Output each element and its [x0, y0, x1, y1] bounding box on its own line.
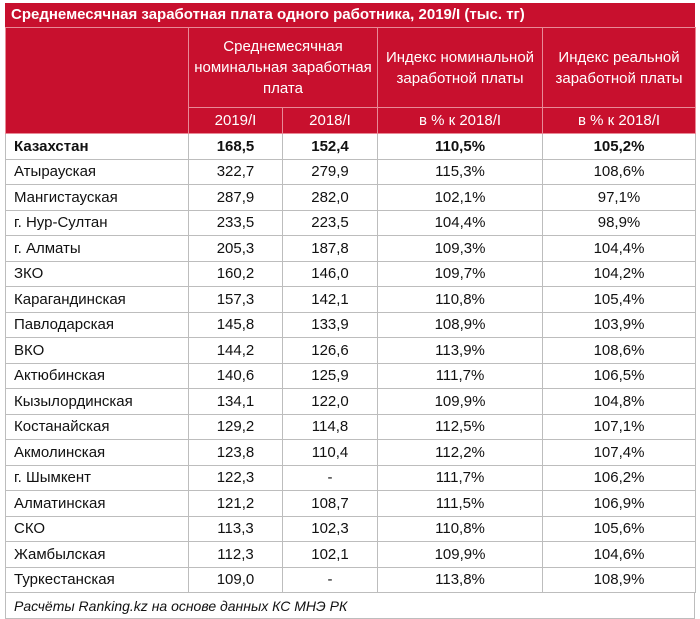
wage-2019-cell: 322,7: [189, 159, 283, 185]
wage-2019-cell: 144,2: [189, 338, 283, 364]
region-cell: г. Нур-Султан: [6, 210, 189, 236]
table-row: [6, 389, 696, 415]
col-2019-header: 2019/I: [189, 108, 283, 134]
nominal-index-cell: 109,7%: [378, 261, 543, 287]
wage-2019-cell: 233,5: [189, 210, 283, 236]
wage-2018-cell: 142,1: [283, 287, 378, 313]
nominal-wage-header: Среднемесячная номинальная заработная плата: [189, 28, 378, 108]
table-row: [6, 287, 696, 313]
wage-2019-cell: 157,3: [189, 287, 283, 313]
table-row: [6, 465, 696, 491]
real-index-cell: 108,6%: [543, 159, 696, 185]
table-row: [6, 312, 696, 338]
real-index-cell: 104,6%: [543, 542, 696, 568]
region-header-cell: [6, 28, 189, 134]
region-cell: СКО: [6, 516, 189, 542]
nominal-index-cell: 110,8%: [378, 287, 543, 313]
wage-table: [5, 27, 696, 593]
table-row: [6, 134, 696, 160]
nominal-index-cell: 115,3%: [378, 159, 543, 185]
region-cell: Актюбинская: [6, 363, 189, 389]
wage-2019-cell: 168,5: [189, 134, 283, 160]
wage-2019-cell: 121,2: [189, 491, 283, 517]
real-index-cell: 98,9%: [543, 210, 696, 236]
region-cell: Костанайская: [6, 414, 189, 440]
region-cell: ЗКО: [6, 261, 189, 287]
region-cell: Мангистауская: [6, 185, 189, 211]
region-cell: Атырауская: [6, 159, 189, 185]
wage-2019-cell: 205,3: [189, 236, 283, 262]
real-index-cell: 108,6%: [543, 338, 696, 364]
region-cell: г. Шымкент: [6, 465, 189, 491]
col-nominal-pct-header: в % к 2018/I: [378, 108, 543, 134]
wage-2018-cell: 126,6: [283, 338, 378, 364]
region-cell: Алматинская: [6, 491, 189, 517]
nominal-index-cell: 108,9%: [378, 312, 543, 338]
wage-2018-cell: 279,9: [283, 159, 378, 185]
nominal-index-cell: 109,9%: [378, 389, 543, 415]
wage-2018-cell: 152,4: [283, 134, 378, 160]
wage-2019-cell: 122,3: [189, 465, 283, 491]
nominal-index-header: Индекс номинальной заработной платы: [378, 28, 543, 108]
wage-2018-cell: 146,0: [283, 261, 378, 287]
region-cell: Туркестанская: [6, 567, 189, 593]
wage-2018-cell: 187,8: [283, 236, 378, 262]
wage-2018-cell: 102,3: [283, 516, 378, 542]
wage-2018-cell: 223,5: [283, 210, 378, 236]
region-cell: Карагандинская: [6, 287, 189, 313]
wage-table-container: [5, 3, 695, 619]
real-index-header: Индекс реальной заработной платы: [543, 28, 696, 108]
table-row: [6, 542, 696, 568]
real-index-cell: 106,5%: [543, 363, 696, 389]
region-cell: Казахстан: [6, 134, 189, 160]
col-2018-header: 2018/I: [283, 108, 378, 134]
wage-2019-cell: 112,3: [189, 542, 283, 568]
wage-2018-cell: 125,9: [283, 363, 378, 389]
nominal-index-cell: 112,5%: [378, 414, 543, 440]
real-index-cell: 106,9%: [543, 491, 696, 517]
table-row: [6, 516, 696, 542]
table-row: [6, 440, 696, 466]
table-row: [6, 338, 696, 364]
table-row: [6, 210, 696, 236]
real-index-cell: 105,4%: [543, 287, 696, 313]
table-body: [6, 134, 696, 593]
nominal-index-cell: 111,7%: [378, 465, 543, 491]
region-cell: Павлодарская: [6, 312, 189, 338]
table-row: [6, 491, 696, 517]
wage-2018-cell: 108,7: [283, 491, 378, 517]
real-index-cell: 105,6%: [543, 516, 696, 542]
wage-2018-cell: 114,8: [283, 414, 378, 440]
real-index-cell: 104,2%: [543, 261, 696, 287]
nominal-index-cell: 112,2%: [378, 440, 543, 466]
real-index-cell: 106,2%: [543, 465, 696, 491]
nominal-index-cell: 111,7%: [378, 363, 543, 389]
table-row: [6, 414, 696, 440]
real-index-cell: 107,1%: [543, 414, 696, 440]
nominal-index-cell: 109,3%: [378, 236, 543, 262]
nominal-index-cell: 110,5%: [378, 134, 543, 160]
table-row: [6, 185, 696, 211]
wage-2018-cell: 122,0: [283, 389, 378, 415]
wage-2018-cell: 102,1: [283, 542, 378, 568]
wage-2018-cell: 133,9: [283, 312, 378, 338]
wage-2019-cell: 134,1: [189, 389, 283, 415]
col-real-pct-header: в % к 2018/I: [543, 108, 696, 134]
nominal-index-cell: 102,1%: [378, 185, 543, 211]
table-row: [6, 261, 696, 287]
real-index-cell: 104,4%: [543, 236, 696, 262]
wage-2019-cell: 160,2: [189, 261, 283, 287]
wage-2019-cell: 123,8: [189, 440, 283, 466]
region-cell: Жамбылская: [6, 542, 189, 568]
real-index-cell: 107,4%: [543, 440, 696, 466]
table-row: [6, 363, 696, 389]
wage-2019-cell: 287,9: [189, 185, 283, 211]
nominal-index-cell: 109,9%: [378, 542, 543, 568]
wage-2019-cell: 140,6: [189, 363, 283, 389]
wage-2019-cell: 129,2: [189, 414, 283, 440]
table-row: [6, 236, 696, 262]
wage-2019-cell: 109,0: [189, 567, 283, 593]
nominal-index-cell: 110,8%: [378, 516, 543, 542]
wage-2018-cell: 282,0: [283, 185, 378, 211]
real-index-cell: 104,8%: [543, 389, 696, 415]
wage-2018-cell: -: [283, 465, 378, 491]
region-cell: г. Алматы: [6, 236, 189, 262]
real-index-cell: 103,9%: [543, 312, 696, 338]
wage-2018-cell: -: [283, 567, 378, 593]
source-footnote: Расчёты Ranking.kz на основе данных КС МНЭ РК: [5, 593, 695, 619]
region-cell: Акмолинская: [6, 440, 189, 466]
real-index-cell: 97,1%: [543, 185, 696, 211]
nominal-index-cell: 113,9%: [378, 338, 543, 364]
table-row: [6, 567, 696, 593]
region-cell: Кызылординская: [6, 389, 189, 415]
real-index-cell: 105,2%: [543, 134, 696, 160]
real-index-cell: 108,9%: [543, 567, 696, 593]
wage-2019-cell: 145,8: [189, 312, 283, 338]
wage-2018-cell: 110,4: [283, 440, 378, 466]
nominal-index-cell: 113,8%: [378, 567, 543, 593]
table-row: [6, 159, 696, 185]
region-cell: ВКО: [6, 338, 189, 364]
nominal-index-cell: 111,5%: [378, 491, 543, 517]
wage-2019-cell: 113,3: [189, 516, 283, 542]
nominal-index-cell: 104,4%: [378, 210, 543, 236]
table-title: Среднемесячная заработная плата одного работника, 2019/I (тыс. тг): [5, 3, 695, 27]
